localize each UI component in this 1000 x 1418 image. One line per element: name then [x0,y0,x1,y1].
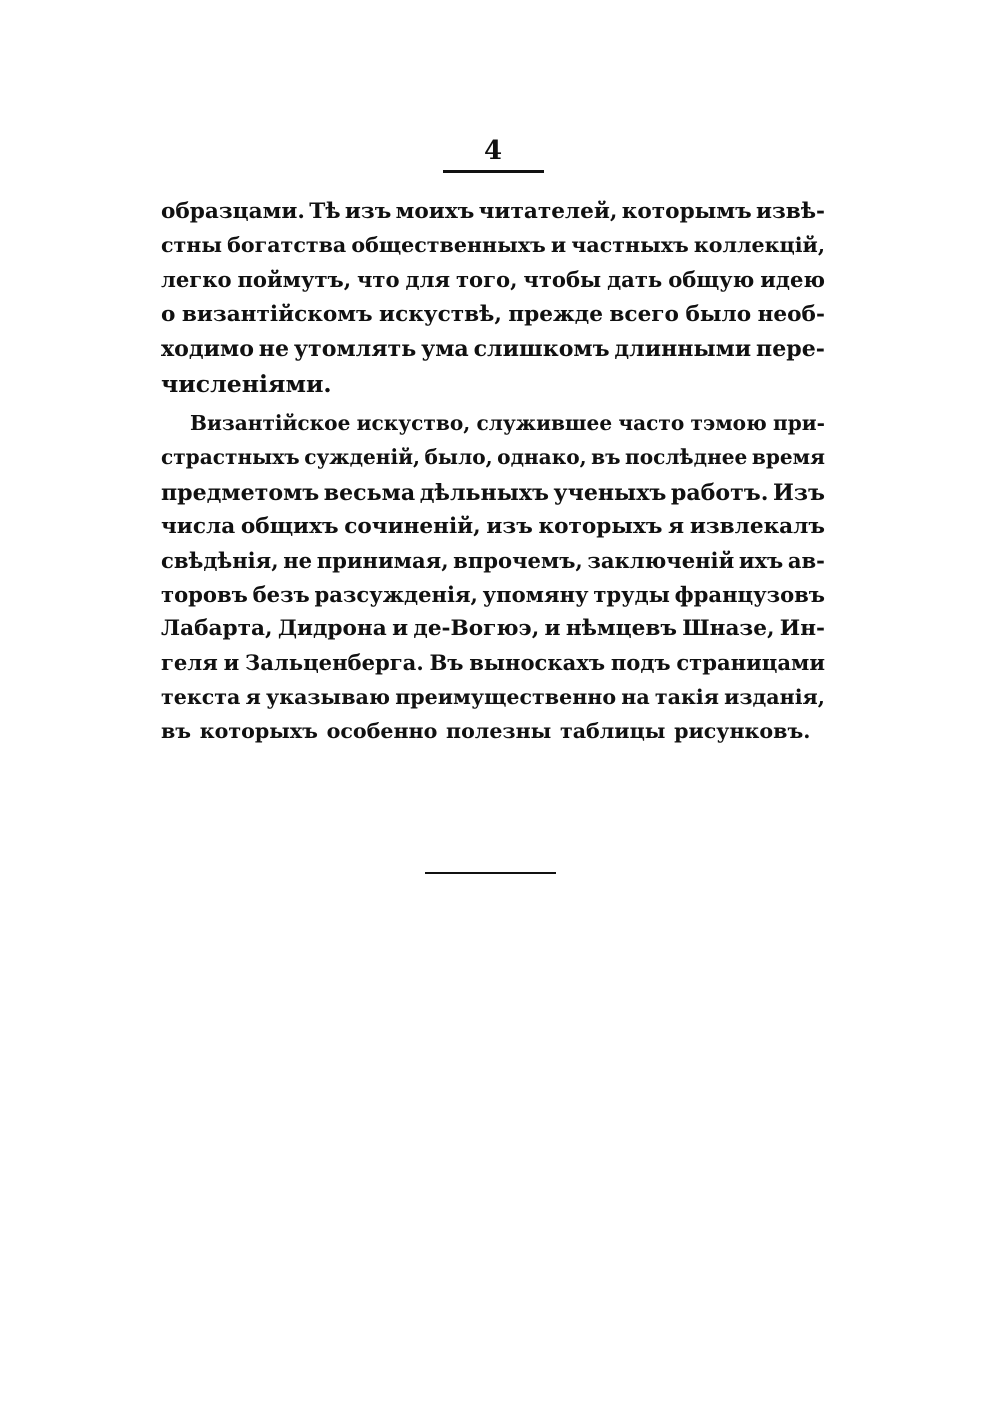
text-line: предметомъ весьма дѣльныхъ ученыхъ работъ. Изъ [161,479,825,506]
header-rule [443,170,544,173]
text-line: ходимо не утомлять ума слишкомъ длинными пере- [161,335,825,362]
text-line: свѣдѣнія, не принимая, впрочемъ, заключеній ихъ ав- [161,547,825,573]
text-line: геля и Зальценберга. Въ выноскахъ подъ страницами [161,650,825,676]
text-line: образцами. Тѣ изъ моихъ читателей, которымъ извѣ- [161,199,825,224]
text-line: числа общихъ сочиненій, изъ которыхъ я извлекалъ [161,513,825,539]
text-line: страстныхъ сужденій, было, однако, въ послѣднее время [161,445,825,470]
end-rule [425,872,556,874]
text-line: текста я указываю преимущественно на такія изданія, [161,684,825,709]
text-line: стны богатства общественныхъ и частныхъ коллекцій, [161,233,825,258]
text-line: Византійское искуство, служившее часто тэмою при- [190,411,825,436]
text-line: торовъ безъ разсужденія, упомяну труды французовъ [161,582,825,608]
text-line: въ которыхъ особенно полезны таблицы рисунковъ. [161,718,811,743]
text-line: легко поймутъ, что для того, чтобы дать общую идею [161,267,825,293]
page-number: 4 [483,136,503,166]
body-text [161,199,825,753]
text-line: численіями. [161,369,332,398]
paragraph-gap [161,404,825,411]
text-line: Лабарта, Дидрона и де-Вогюэ, и нѣмцевъ Шназе, Ин- [161,616,825,642]
text-line: о византійскомъ искуствѣ, прежде всего было необ- [161,301,825,327]
